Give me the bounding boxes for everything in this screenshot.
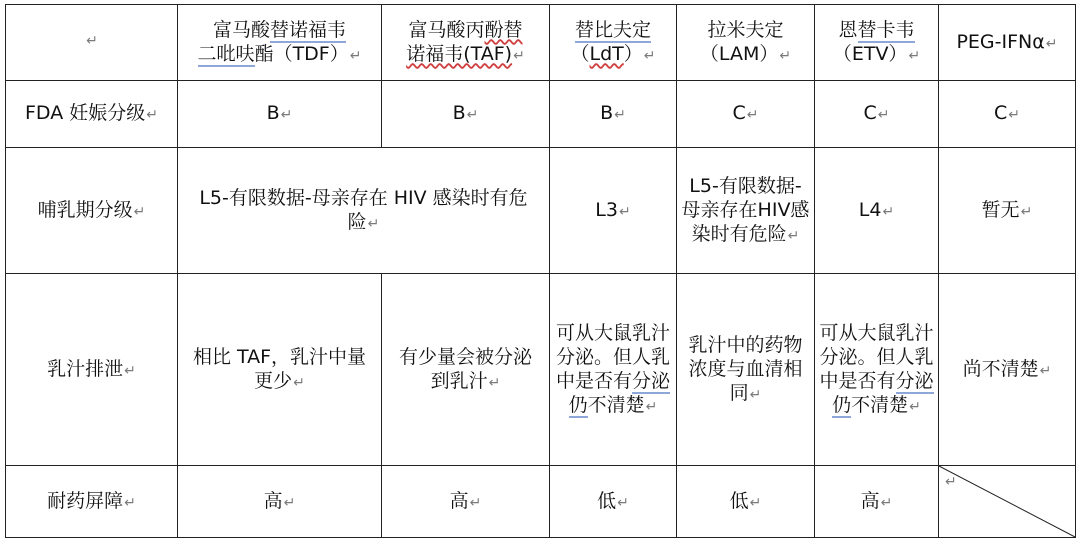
paragraph-mark: ↵	[645, 398, 658, 415]
milk-ldt	[550, 274, 677, 466]
resistance-ldt-value: 低	[597, 489, 617, 512]
fda-peg-value: C	[993, 102, 1008, 124]
etv-name-part3: （ETV）	[832, 42, 908, 65]
paragraph-mark: ↵	[488, 374, 501, 391]
tdf-name-part3: 二吡	[197, 42, 236, 65]
resistance-peg-empty	[939, 466, 1076, 538]
header-ldt	[550, 5, 677, 81]
etv-name-part2: 替卡韦	[857, 18, 915, 41]
lactation-row	[6, 148, 1076, 274]
milk-label	[6, 274, 178, 466]
paragraph-mark: ↵	[618, 203, 631, 220]
milk-peg	[939, 274, 1076, 466]
taf-name-part3: 诺福韦(TAF)	[406, 42, 513, 65]
tdf-name-part1: 富马酸	[212, 18, 270, 41]
paragraph-mark: ↵	[909, 398, 921, 415]
lactation-tdf-taf-value: L5-有限数据-母亲存在 HIV 感染时有危险	[199, 186, 528, 233]
lactation-peg-value: 暂无	[981, 198, 1020, 221]
header-etv	[815, 5, 939, 81]
ldt-name-part4: ）	[623, 42, 643, 65]
fda-tdf-value: B	[266, 102, 280, 124]
fda-lam	[677, 81, 815, 148]
fda-lam-value: C	[732, 102, 746, 124]
lactation-tdf-taf	[178, 148, 550, 274]
milk-lam	[677, 274, 815, 466]
paragraph-mark: ↵	[86, 33, 98, 49]
tdf-name-part4: 呋	[235, 42, 255, 65]
paragraph-mark: ↵	[877, 107, 890, 123]
paragraph-mark: ↵	[614, 107, 626, 123]
paragraph-mark: ↵	[945, 474, 957, 490]
tdf-name-part2: 替诺福韦	[270, 18, 347, 41]
milk-lam-value: 乳汁中的药物浓度与血清相同	[688, 333, 803, 404]
header-tdf	[178, 5, 382, 81]
milk-ldt-part2: 分泌仍	[568, 369, 671, 416]
paragraph-mark: ↵	[1020, 203, 1033, 220]
header-row	[6, 5, 1076, 81]
lactation-etv-value: L4	[858, 198, 882, 221]
paragraph-mark: ↵	[280, 107, 293, 123]
paragraph-mark: ↵	[466, 107, 479, 123]
drug-comparison-table	[5, 4, 1076, 538]
paragraph-mark: ↵	[779, 47, 792, 64]
resistance-label	[6, 466, 178, 538]
milk-taf	[382, 274, 550, 466]
taf-name-part2: 酚替	[484, 18, 523, 41]
fda-ldt-value: B	[600, 102, 614, 124]
header-lam	[677, 5, 815, 81]
resistance-lam	[677, 466, 815, 538]
lam-name-line2: （LAM）	[699, 42, 779, 65]
lactation-lam	[677, 148, 815, 274]
fda-label	[6, 81, 178, 148]
fda-label-text: FDA 妊娠分级	[25, 102, 146, 124]
fda-etv	[815, 81, 939, 148]
ldt-name-part3: LdT	[589, 42, 624, 65]
lactation-etv	[815, 148, 939, 274]
paragraph-mark: ↵	[349, 47, 362, 64]
lactation-label-text: 哺乳期分级	[37, 198, 133, 221]
paragraph-mark: ↵	[124, 362, 136, 379]
milk-etv-part2: 分泌仍	[832, 369, 934, 416]
etv-name-part1: 恩	[838, 18, 858, 41]
tdf-name-part5: 酯（TDF）	[254, 42, 349, 65]
lactation-ldt-value: L3	[595, 198, 618, 221]
header-taf	[382, 5, 550, 81]
fda-taf-value: B	[452, 102, 466, 124]
resistance-taf-value: 高	[449, 489, 469, 512]
milk-excretion-row	[6, 274, 1076, 466]
fda-taf	[382, 81, 550, 148]
fda-row	[6, 81, 1076, 148]
paragraph-mark: ↵	[1008, 107, 1020, 123]
fda-etv-value: C	[863, 102, 877, 124]
milk-tdf	[178, 274, 382, 466]
paragraph-mark: ↵	[293, 374, 305, 391]
milk-peg-value: 尚不清楚	[962, 357, 1039, 380]
paragraph-mark: ↵	[283, 494, 296, 511]
fda-ldt	[550, 81, 677, 148]
milk-ldt-part3: 不清楚	[587, 393, 645, 416]
resistance-ldt	[550, 466, 677, 538]
paragraph-mark: ↵	[617, 494, 629, 511]
ldt-name-part2: （	[570, 42, 590, 65]
paragraph-mark: ↵	[746, 107, 759, 123]
resistance-tdf-value: 高	[263, 489, 283, 512]
lam-name-line1: 拉米夫定	[707, 18, 784, 41]
paragraph-mark: ↵	[367, 215, 380, 232]
paragraph-mark: ↵	[908, 47, 921, 64]
lactation-ldt	[550, 148, 677, 274]
paragraph-mark: ↵	[513, 47, 525, 64]
paragraph-mark: ↵	[749, 494, 762, 511]
paragraph-mark: ↵	[124, 494, 136, 511]
diagonal-line	[939, 466, 1075, 537]
paragraph-mark: ↵	[469, 494, 482, 511]
resistance-lam-value: 低	[729, 489, 749, 512]
paragraph-mark: ↵	[1045, 35, 1058, 52]
resistance-tdf	[178, 466, 382, 538]
paragraph-mark: ↵	[146, 107, 158, 123]
milk-etv-part3: 不清楚	[851, 393, 909, 416]
taf-name-part1: 富马酸丙	[408, 18, 485, 41]
ldt-name-part1: 替比夫定	[574, 18, 651, 41]
resistance-taf	[382, 466, 550, 538]
paragraph-mark: ↵	[643, 47, 656, 64]
resistance-etv	[815, 466, 939, 538]
milk-tdf-value: 相比 TAF，乳汁中量更少	[192, 345, 367, 392]
paragraph-mark: ↵	[882, 203, 895, 220]
paragraph-mark: ↵	[133, 203, 146, 220]
paragraph-mark: ↵	[1039, 362, 1052, 379]
corner-cell	[6, 5, 178, 81]
paragraph-mark: ↵	[880, 494, 893, 511]
resistance-etv-value: 高	[860, 489, 880, 512]
milk-ldt-part1: 可从大鼠乳汁分泌。但人乳中是否有	[555, 321, 670, 392]
fda-tdf	[178, 81, 382, 148]
resistance-row	[6, 466, 1076, 538]
milk-etv	[815, 274, 939, 466]
resistance-label-text: 耐药屏障	[47, 489, 124, 512]
lactation-label	[6, 148, 178, 274]
milk-etv-part1: 可从大鼠乳汁分泌。但人乳中是否有	[819, 321, 934, 392]
peg-name: PEG-IFNα	[956, 30, 1045, 53]
header-peg	[939, 5, 1076, 81]
lactation-lam-value: L5-有限数据-母亲存在HIV感染时有危险	[681, 174, 810, 245]
paragraph-mark: ↵	[749, 386, 762, 403]
milk-taf-value: 有少量会被分泌到乳汁	[398, 345, 532, 392]
paragraph-mark: ↵	[787, 227, 800, 244]
milk-label-text: 乳汁排泄	[47, 357, 124, 380]
fda-peg	[939, 81, 1076, 148]
lactation-peg	[939, 148, 1076, 274]
